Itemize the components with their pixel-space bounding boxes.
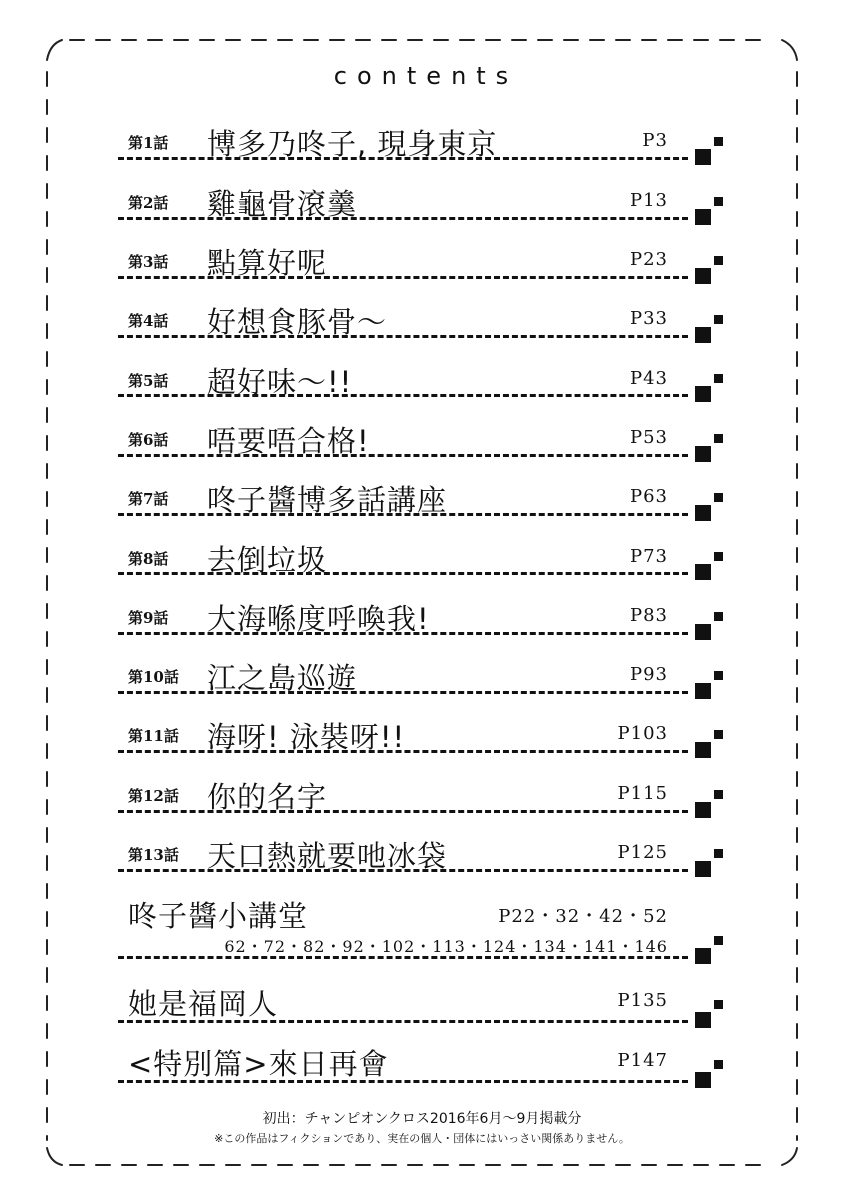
page-number: P73 bbox=[629, 546, 668, 567]
corner-square-large bbox=[695, 861, 711, 877]
dotted-leader bbox=[118, 956, 688, 959]
chapter-number: 第12話 bbox=[128, 787, 179, 805]
dotted-leader bbox=[118, 572, 688, 575]
toc-entry bbox=[0, 711, 844, 771]
chapter-title: 去倒垃圾 bbox=[207, 543, 328, 577]
chapter-title: 超好味～!! bbox=[207, 365, 353, 399]
corner-square-large bbox=[695, 268, 711, 284]
corner-square-small bbox=[714, 612, 723, 621]
corner-square-large bbox=[695, 624, 711, 640]
publication-note: 初出：チャンピオンクロス2016年6月～9月掲載分 bbox=[262, 1111, 582, 1127]
chapter-title: 點算好呢 bbox=[207, 246, 328, 280]
toc-entry bbox=[0, 771, 844, 831]
dotted-leader bbox=[118, 869, 688, 872]
chapter-title: 你的名字 bbox=[207, 780, 328, 814]
chapter-title: 大海喺度呼喚我! bbox=[207, 602, 430, 636]
chapter-title: 江之島巡遊 bbox=[207, 661, 358, 695]
dotted-leader bbox=[118, 691, 688, 694]
page-number: P22・32・42・52 bbox=[498, 906, 668, 927]
corner-square-large bbox=[695, 386, 711, 402]
fiction-disclaimer: ※この作品はフィクションであり、実在の個人・団体にはいっさい関係ありません。 bbox=[214, 1132, 630, 1145]
corner-square-large bbox=[695, 742, 711, 758]
extra-title: <特別篇>來日再會 bbox=[128, 1047, 389, 1081]
chapter-number: 第5話 bbox=[128, 372, 169, 390]
dotted-leader bbox=[118, 513, 688, 516]
corner-square-large bbox=[695, 802, 711, 818]
page-number: P103 bbox=[617, 723, 668, 744]
page-number: P3 bbox=[642, 130, 668, 151]
chapter-title: 咚子醬博多話講座 bbox=[207, 483, 448, 517]
toc-entry bbox=[0, 118, 844, 178]
dotted-leader bbox=[118, 335, 688, 338]
corner-square-large bbox=[695, 446, 711, 462]
toc-entry bbox=[0, 534, 844, 594]
dotted-leader bbox=[118, 810, 688, 813]
toc-entry bbox=[0, 415, 844, 475]
chapter-number: 第1話 bbox=[128, 134, 169, 152]
corner-square-small bbox=[714, 374, 723, 383]
toc-entry bbox=[0, 830, 844, 890]
corner-square-small bbox=[714, 493, 723, 502]
corner-square-small bbox=[714, 197, 723, 206]
extra-title: 她是福岡人 bbox=[128, 987, 279, 1021]
page-number: P63 bbox=[629, 486, 668, 507]
corner-square-small bbox=[714, 1060, 723, 1069]
corner-square-large bbox=[695, 209, 711, 225]
page-number: P43 bbox=[629, 368, 668, 389]
page-number: P93 bbox=[629, 664, 668, 685]
dotted-leader bbox=[118, 454, 688, 457]
toc-entry bbox=[0, 593, 844, 653]
chapter-number: 第9話 bbox=[128, 609, 169, 627]
corner-square-small bbox=[714, 552, 723, 561]
chapter-number: 第6話 bbox=[128, 431, 169, 449]
page-number: P53 bbox=[629, 427, 668, 448]
chapter-title: 博多乃咚子, 現身東京 bbox=[207, 127, 498, 161]
page-number: P83 bbox=[629, 605, 668, 626]
toc-entry bbox=[0, 178, 844, 238]
corner-square-large bbox=[695, 564, 711, 580]
chapter-number: 第8話 bbox=[128, 550, 169, 568]
corner-square-large bbox=[695, 505, 711, 521]
dotted-leader bbox=[118, 750, 688, 753]
page-number-continued: 62・72・82・92・102・113・124・134・141・146 bbox=[224, 937, 668, 956]
page-number: P147 bbox=[617, 1050, 668, 1071]
corner-square-small bbox=[714, 671, 723, 680]
corner-square-large bbox=[695, 1072, 711, 1088]
dotted-leader bbox=[118, 1020, 688, 1023]
chapter-title: 雞龜骨滾羹 bbox=[207, 187, 358, 221]
dotted-leader bbox=[118, 157, 688, 160]
chapter-title: 天口熱就要吔冰袋 bbox=[207, 839, 448, 873]
corner-square-small bbox=[714, 315, 723, 324]
toc-entry bbox=[0, 356, 844, 416]
corner-square-large bbox=[695, 683, 711, 699]
corner-square-large bbox=[695, 149, 711, 165]
page-number: P13 bbox=[629, 190, 668, 211]
corner-square-large bbox=[695, 1012, 711, 1028]
dotted-leader bbox=[118, 632, 688, 635]
page-number: P33 bbox=[629, 308, 668, 329]
toc-entry bbox=[0, 652, 844, 712]
dotted-leader bbox=[118, 1080, 688, 1083]
dotted-leader bbox=[118, 217, 688, 220]
page-number: P115 bbox=[617, 783, 668, 804]
corner-square-small bbox=[714, 730, 723, 739]
extra-title: 咚子醬小講堂 bbox=[128, 899, 309, 933]
toc-entry bbox=[0, 296, 844, 356]
corner-square-small bbox=[714, 790, 723, 799]
corner-square-small bbox=[714, 936, 723, 945]
toc-entry bbox=[0, 474, 844, 534]
chapter-number: 第10話 bbox=[128, 668, 179, 686]
chapter-number: 第3話 bbox=[128, 253, 169, 271]
chapter-title: 唔要唔合格! bbox=[207, 424, 370, 458]
page-number: P23 bbox=[629, 249, 668, 270]
chapter-number: 第4話 bbox=[128, 312, 169, 330]
chapter-number: 第2話 bbox=[128, 194, 169, 212]
chapter-number: 第7話 bbox=[128, 490, 169, 508]
chapter-title: 好想食豚骨～ bbox=[207, 305, 388, 339]
corner-square-small bbox=[714, 137, 723, 146]
chapter-title: 海呀! 泳裝呀!! bbox=[207, 720, 406, 754]
page-number: P125 bbox=[617, 842, 668, 863]
page-title: contents bbox=[333, 62, 519, 90]
toc-entry bbox=[0, 237, 844, 297]
dotted-leader bbox=[118, 394, 688, 397]
chapter-number: 第13話 bbox=[128, 846, 179, 864]
corner-square-large bbox=[695, 327, 711, 343]
corner-square-large bbox=[695, 948, 711, 964]
corner-square-small bbox=[714, 1000, 723, 1009]
corner-square-small bbox=[714, 434, 723, 443]
corner-square-small bbox=[714, 256, 723, 265]
page-number: P135 bbox=[617, 990, 668, 1011]
dotted-leader bbox=[118, 276, 688, 279]
corner-square-small bbox=[714, 849, 723, 858]
chapter-number: 第11話 bbox=[128, 727, 179, 745]
